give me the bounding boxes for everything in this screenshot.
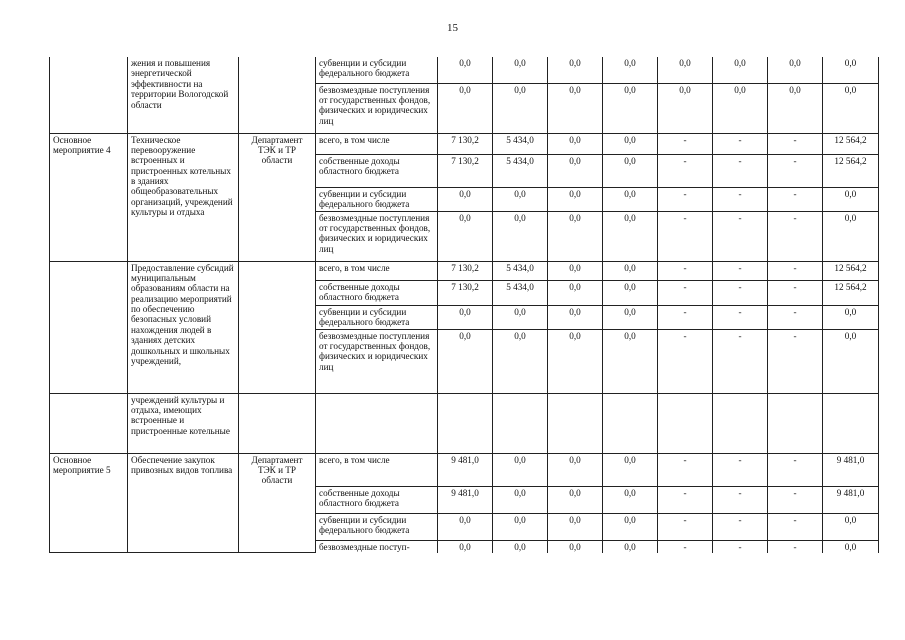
- value-cell: 0,0: [603, 280, 658, 305]
- value-cell: 0,0: [438, 83, 493, 133]
- value-cell: 7 130,2: [438, 280, 493, 305]
- value-cell: -: [658, 187, 713, 211]
- activity-cell: Техническое перевооружение встроенных и пристроенных котельных в зданиях общеобразовательных организаций, учреждений культуры и отдыха: [128, 133, 239, 261]
- value-cell: -: [658, 486, 713, 513]
- value-cell: 0,0: [548, 486, 603, 513]
- value-cell: 5 434,0: [493, 280, 548, 305]
- value-cell: 0,0: [823, 329, 879, 393]
- value-cell: -: [768, 540, 823, 553]
- value-cell: 0,0: [603, 513, 658, 540]
- funding-source-cell: собственные доходы областного бюджета: [316, 486, 438, 513]
- value-cell: -: [768, 329, 823, 393]
- value-cell: 0,0: [823, 83, 879, 133]
- activity-cell: жения и повышения энергетической эффективности на территории Вологодской области: [128, 57, 239, 133]
- funding-source-cell: собственные доходы областного бюджета: [316, 280, 438, 305]
- value-cell: -: [713, 486, 768, 513]
- section-cell: [50, 261, 128, 393]
- value-cell: 0,0: [658, 83, 713, 133]
- value-cell: -: [658, 261, 713, 280]
- value-cell: 0,0: [603, 154, 658, 187]
- value-cell: 0,0: [603, 133, 658, 154]
- value-cell: -: [658, 453, 713, 486]
- executor-cell: Департамент ТЭК и ТР области: [239, 133, 316, 261]
- value-cell: 0,0: [713, 83, 768, 133]
- funding-source-cell: собственные доходы областного бюджета: [316, 154, 438, 187]
- value-cell: 0,0: [713, 57, 768, 83]
- value-cell: -: [713, 305, 768, 329]
- value-cell: 0,0: [493, 540, 548, 553]
- funding-source-cell: субвенции и субсидии федерального бюджета: [316, 513, 438, 540]
- value-cell: -: [768, 211, 823, 261]
- value-cell: 0,0: [493, 453, 548, 486]
- value-cell: 0,0: [438, 540, 493, 553]
- section-cell: [50, 57, 128, 133]
- value-cell: 5 434,0: [493, 133, 548, 154]
- table-row: [50, 393, 879, 453]
- value-cell: 0,0: [603, 486, 658, 513]
- value-cell: -: [768, 305, 823, 329]
- value-cell: 5 434,0: [493, 261, 548, 280]
- funding-source-cell: всего, в том числе: [316, 133, 438, 154]
- value-cell: 0,0: [548, 513, 603, 540]
- value-cell: -: [658, 280, 713, 305]
- value-cell: 12 564,2: [823, 261, 879, 280]
- activity-cell: Обеспечение закупок привозных видов топлива: [128, 453, 239, 553]
- section-cell: Основное мероприятие 5: [50, 453, 128, 553]
- value-cell: -: [658, 133, 713, 154]
- value-cell: -: [658, 211, 713, 261]
- value-cell: 0,0: [768, 57, 823, 83]
- value-cell: -: [713, 261, 768, 280]
- value-cell: 0,0: [603, 540, 658, 553]
- program-funding-table: [49, 57, 879, 553]
- value-cell: 0,0: [603, 211, 658, 261]
- value-cell: -: [713, 280, 768, 305]
- value-cell: 12 564,2: [823, 154, 879, 187]
- value-cell: 0,0: [548, 83, 603, 133]
- value-cell: 9 481,0: [438, 453, 493, 486]
- executor-cell: Департамент ТЭК и ТР области: [239, 453, 316, 553]
- value-cell: [713, 393, 768, 453]
- value-cell: 0,0: [548, 154, 603, 187]
- table-row: [50, 453, 879, 486]
- value-cell: 0,0: [823, 540, 879, 553]
- value-cell: -: [713, 513, 768, 540]
- value-cell: 0,0: [548, 453, 603, 486]
- value-cell: -: [658, 513, 713, 540]
- value-cell: 0,0: [548, 211, 603, 261]
- page-number: 15: [447, 22, 458, 34]
- value-cell: 0,0: [603, 187, 658, 211]
- funding-source-cell: безвозмездные поступления от государственных фондов, физических и юридических лиц: [316, 83, 438, 133]
- value-cell: 0,0: [823, 513, 879, 540]
- value-cell: 0,0: [493, 57, 548, 83]
- value-cell: 12 564,2: [823, 280, 879, 305]
- funding-source-cell: субвенции и субсидии федерального бюджета: [316, 187, 438, 211]
- activity-cell: Предоставление субсидий муниципальным образованиям области на реализацию мероприятий по обеспечению безопасных условий нахождения людей в зданиях детских дошкольных и школьных учреждений,: [128, 261, 239, 393]
- table-row: [50, 261, 879, 280]
- value-cell: 9 481,0: [823, 486, 879, 513]
- value-cell: -: [713, 211, 768, 261]
- value-cell: 0,0: [768, 83, 823, 133]
- value-cell: -: [713, 540, 768, 553]
- value-cell: 7 130,2: [438, 261, 493, 280]
- value-cell: 0,0: [548, 280, 603, 305]
- funding-source-cell: безвозмездные поступления от государственных фондов, физических и юридических лиц: [316, 211, 438, 261]
- value-cell: 0,0: [603, 57, 658, 83]
- value-cell: 0,0: [548, 57, 603, 83]
- activity-cell: учреждений культуры и отдыха, имеющих встроенные и пристроенные котельные: [128, 393, 239, 453]
- executor-cell: [239, 393, 316, 453]
- value-cell: 9 481,0: [438, 486, 493, 513]
- value-cell: 0,0: [438, 57, 493, 83]
- value-cell: -: [713, 453, 768, 486]
- value-cell: [603, 393, 658, 453]
- executor-cell: [239, 57, 316, 133]
- value-cell: 0,0: [548, 261, 603, 280]
- value-cell: 0,0: [823, 187, 879, 211]
- value-cell: -: [768, 154, 823, 187]
- section-cell: Основное мероприятие 4: [50, 133, 128, 261]
- value-cell: 0,0: [548, 540, 603, 553]
- value-cell: [438, 393, 493, 453]
- value-cell: [768, 393, 823, 453]
- value-cell: 0,0: [438, 305, 493, 329]
- value-cell: 7 130,2: [438, 154, 493, 187]
- value-cell: 0,0: [548, 133, 603, 154]
- value-cell: -: [713, 187, 768, 211]
- value-cell: -: [768, 486, 823, 513]
- value-cell: -: [658, 305, 713, 329]
- value-cell: -: [658, 329, 713, 393]
- value-cell: [493, 393, 548, 453]
- value-cell: -: [768, 187, 823, 211]
- value-cell: 7 130,2: [438, 133, 493, 154]
- value-cell: 0,0: [493, 187, 548, 211]
- value-cell: 0,0: [438, 211, 493, 261]
- value-cell: 0,0: [438, 513, 493, 540]
- value-cell: 0,0: [603, 329, 658, 393]
- value-cell: 12 564,2: [823, 133, 879, 154]
- value-cell: -: [768, 453, 823, 486]
- table-row: [50, 57, 879, 83]
- executor-cell: [239, 261, 316, 393]
- value-cell: 0,0: [438, 329, 493, 393]
- funding-source-cell: всего, в том числе: [316, 261, 438, 280]
- funding-source-cell: безвозмездные поступления от государственных фондов, физических и юридических лиц: [316, 329, 438, 393]
- value-cell: 0,0: [548, 187, 603, 211]
- value-cell: [658, 393, 713, 453]
- value-cell: 5 434,0: [493, 154, 548, 187]
- value-cell: [548, 393, 603, 453]
- value-cell: -: [713, 133, 768, 154]
- value-cell: [823, 393, 879, 453]
- value-cell: 0,0: [823, 305, 879, 329]
- value-cell: -: [768, 133, 823, 154]
- value-cell: 9 481,0: [823, 453, 879, 486]
- table-row: [50, 133, 879, 154]
- value-cell: 0,0: [493, 513, 548, 540]
- funding-source-cell: субвенции и субсидии федерального бюджета: [316, 305, 438, 329]
- value-cell: 0,0: [603, 83, 658, 133]
- value-cell: 0,0: [548, 329, 603, 393]
- funding-source-cell: [316, 393, 438, 453]
- value-cell: 0,0: [493, 329, 548, 393]
- funding-source-cell: всего, в том числе: [316, 453, 438, 486]
- value-cell: -: [713, 329, 768, 393]
- value-cell: 0,0: [823, 57, 879, 83]
- value-cell: -: [768, 513, 823, 540]
- value-cell: 0,0: [603, 453, 658, 486]
- value-cell: 0,0: [493, 486, 548, 513]
- value-cell: 0,0: [493, 211, 548, 261]
- value-cell: 0,0: [603, 305, 658, 329]
- value-cell: 0,0: [603, 261, 658, 280]
- value-cell: -: [768, 261, 823, 280]
- funding-source-cell: безвозмездные поступ-: [316, 540, 438, 553]
- section-cell: [50, 393, 128, 453]
- value-cell: -: [713, 154, 768, 187]
- funding-source-cell: субвенции и субсидии федерального бюджета: [316, 57, 438, 83]
- value-cell: 0,0: [438, 187, 493, 211]
- value-cell: -: [768, 280, 823, 305]
- value-cell: 0,0: [493, 83, 548, 133]
- value-cell: -: [658, 154, 713, 187]
- value-cell: 0,0: [658, 57, 713, 83]
- value-cell: 0,0: [548, 305, 603, 329]
- value-cell: 0,0: [493, 305, 548, 329]
- value-cell: -: [658, 540, 713, 553]
- value-cell: 0,0: [823, 211, 879, 261]
